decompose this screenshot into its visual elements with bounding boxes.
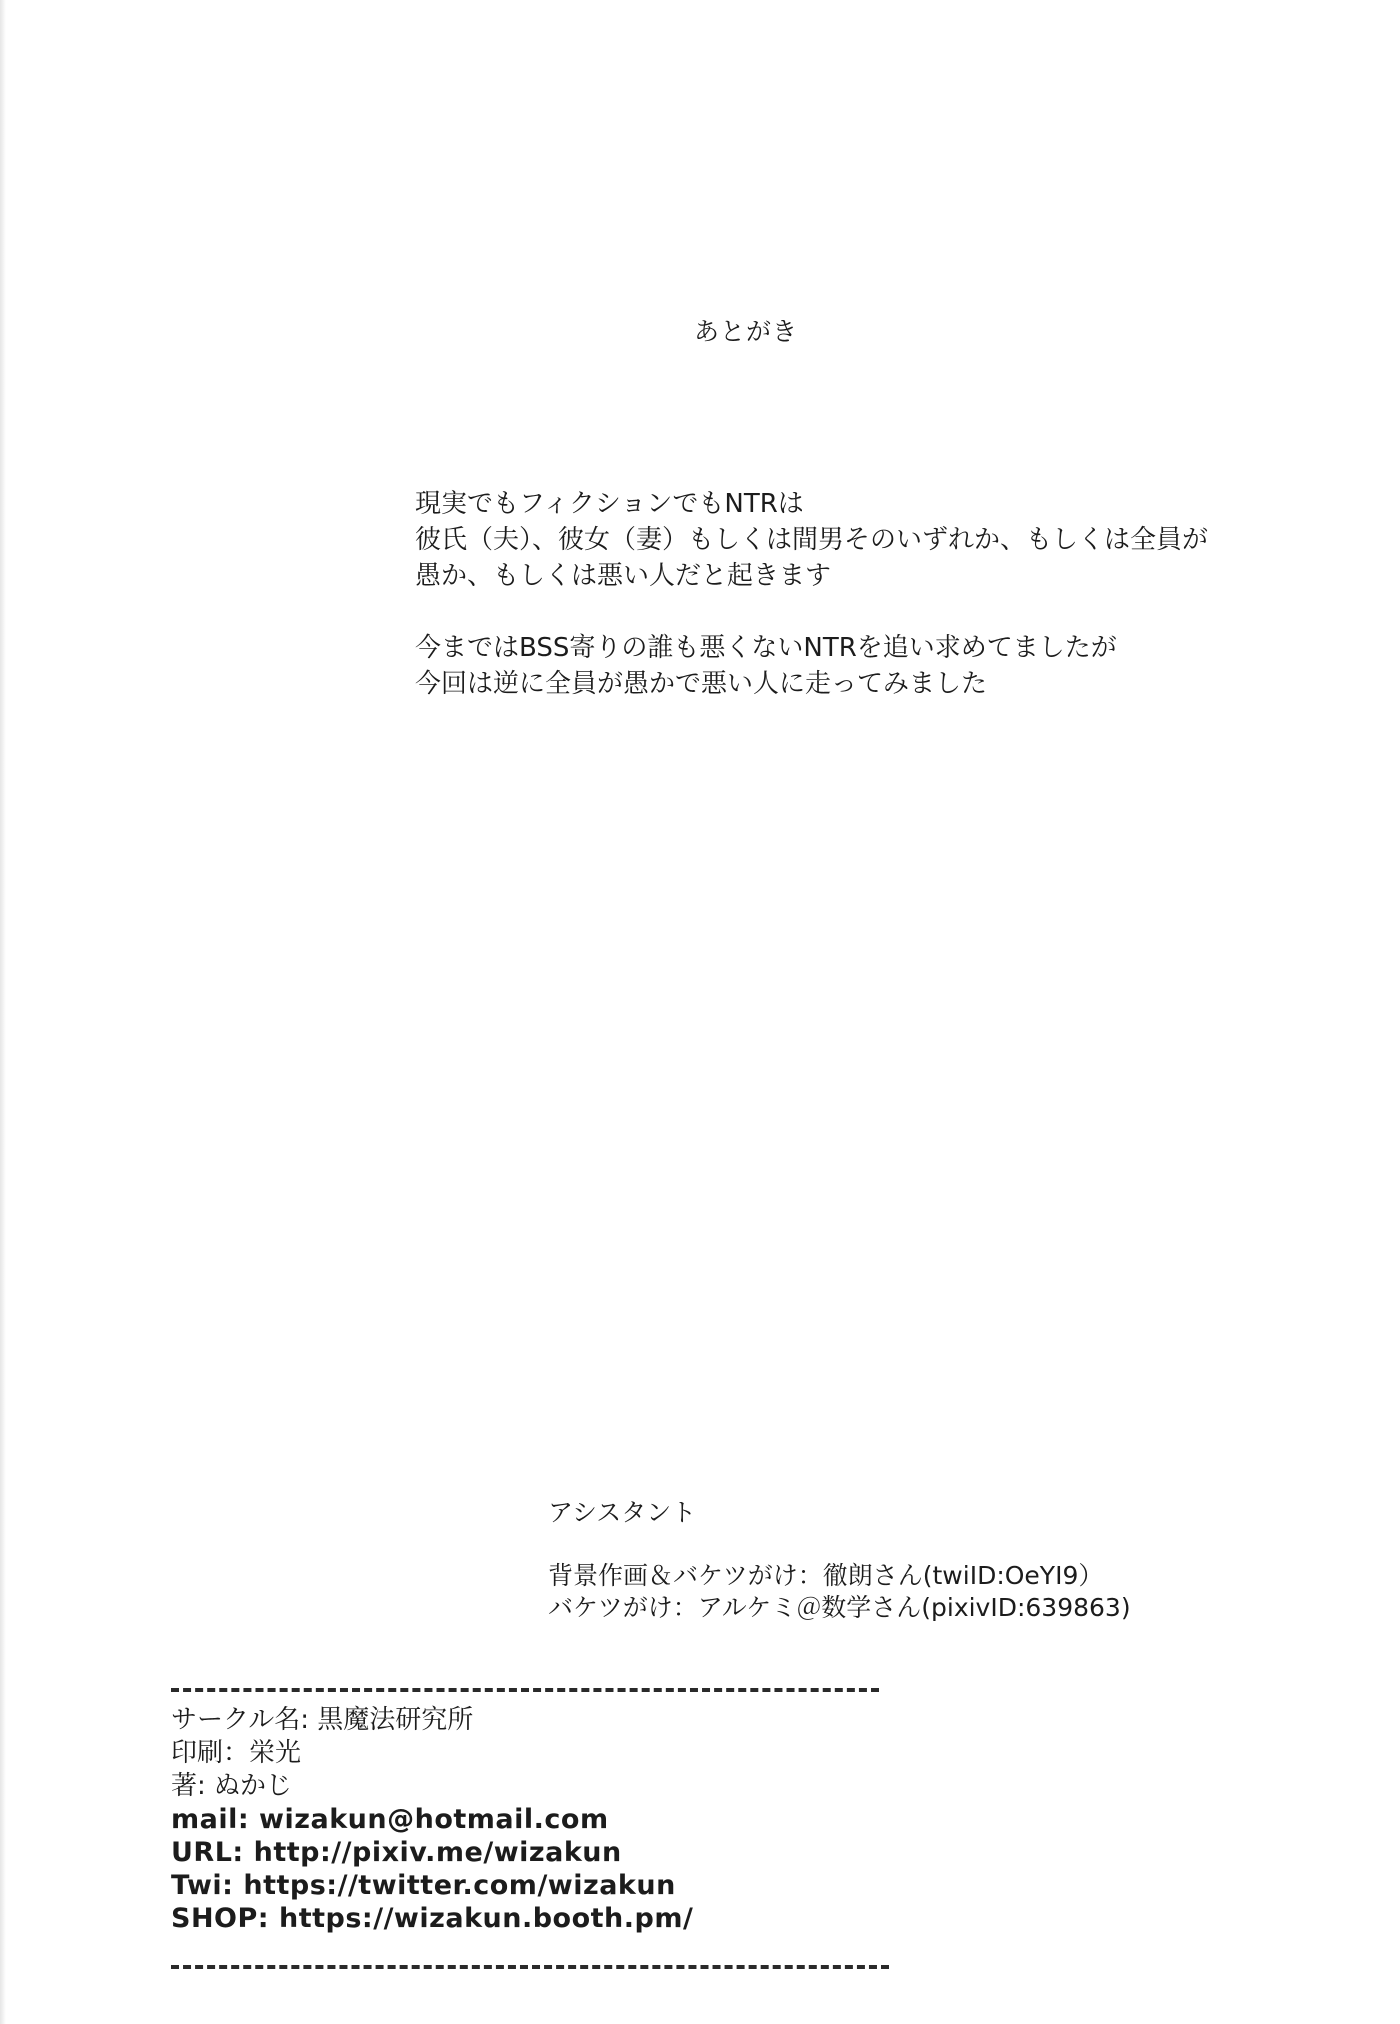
- afterword-line: 今まではBSS寄りの誰も悪くないNTRを追い求めてましたが: [415, 633, 1117, 663]
- afterword-line: 今回は逆に全員が愚かで悪い人に走ってみました: [415, 669, 988, 699]
- printer: 印刷：栄光: [171, 1738, 302, 1768]
- afterword-paragraph-2: [415, 630, 1175, 702]
- divider-top: [171, 1688, 879, 1692]
- colophon: [171, 1704, 693, 1935]
- afterword-body: [415, 486, 1209, 738]
- afterword-paragraph-1: [415, 486, 1209, 594]
- afterword-line: 現実でもフィクションでもNTRは: [415, 489, 804, 519]
- assistant-credit-line: 背景作画＆バケツがけ：徹朗さん(twiID:OeYI9）: [548, 1561, 1104, 1590]
- afterword-line: 愚か、もしくは悪い人だと起きます: [415, 561, 832, 591]
- author: 著: ぬかじ: [171, 1771, 293, 1801]
- pixiv-url: URL: http://pixiv.me/wizakun: [171, 1837, 622, 1868]
- shop-url: SHOP: https://wizakun.booth.pm/: [171, 1903, 694, 1934]
- mail-address: mail: wizakun@hotmail.com: [171, 1804, 609, 1835]
- afterword-heading: あとがき: [694, 317, 799, 346]
- assistant-credit-line: バケツがけ：アルケミ＠数学さん(pixivID:639863): [548, 1593, 1131, 1622]
- assistant-heading: アシスタント: [548, 1498, 697, 1527]
- assistant-credits: [548, 1560, 1131, 1624]
- page-edge-shadow: [0, 0, 6, 2024]
- circle-name: サークル名: 黒魔法研究所: [171, 1705, 474, 1735]
- divider-bottom: [171, 1965, 889, 1969]
- twitter-url: Twi: https://twitter.com/wizakun: [171, 1870, 676, 1901]
- afterword-line: 彼氏（夫）、彼女（妻）もしくは間男そのいずれか、もしくは全員が: [415, 525, 1209, 555]
